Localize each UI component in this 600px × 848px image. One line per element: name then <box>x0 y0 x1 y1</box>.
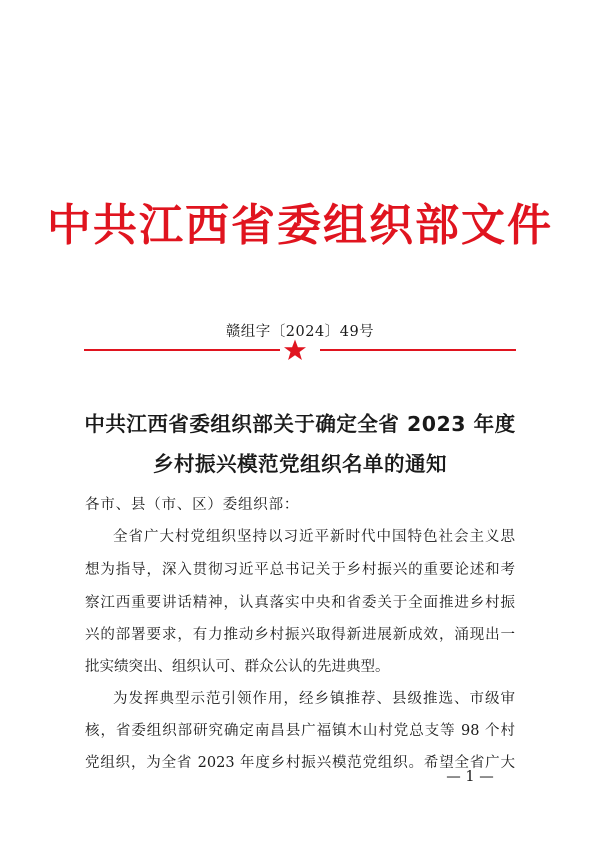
red-divider-right <box>320 349 516 351</box>
body-line: 核，省委组织部研究确定南昌县广福镇木山村党总支等 98 个村 <box>85 723 515 739</box>
body-line: 察江西重要讲话精神，认真落实中央和省委关于全面推进乡村振 <box>85 595 515 611</box>
body-line: 为发挥典型示范引领作用，经乡镇推荐、县级推选、市级审 <box>113 691 515 707</box>
notice-title-line-1: 中共江西省委组织部关于确定全省 2023 年度 <box>84 412 516 436</box>
body-line: 想为指导，深入贯彻习近平总书记关于乡村振兴的重要论述和考 <box>85 562 515 578</box>
red-divider-left <box>84 349 280 351</box>
masthead-title: 中共江西省委组织部文件 <box>47 200 553 251</box>
salutation: 各市、县（市、区）委组织部： <box>85 497 300 513</box>
body-line: 全省广大村党组织坚持以习近平新时代中国特色社会主义思 <box>113 529 515 545</box>
body-line: 批实绩突出、组织认可、群众公认的先进典型。 <box>85 659 390 675</box>
notice-title-line-2: 乡村振兴模范党组织名单的通知 <box>153 452 447 476</box>
document-number: 赣组字〔2024〕49号 <box>225 324 375 340</box>
star-icon <box>283 338 307 362</box>
body-line: 党组织，为全省 2023 年度乡村振兴模范党组织。希望全省广大 <box>85 755 515 771</box>
page-number: — 1 — <box>446 769 494 785</box>
body-line: 兴的部署要求，有力推动乡村振兴取得新进展新成效，涌现出一 <box>85 627 515 643</box>
